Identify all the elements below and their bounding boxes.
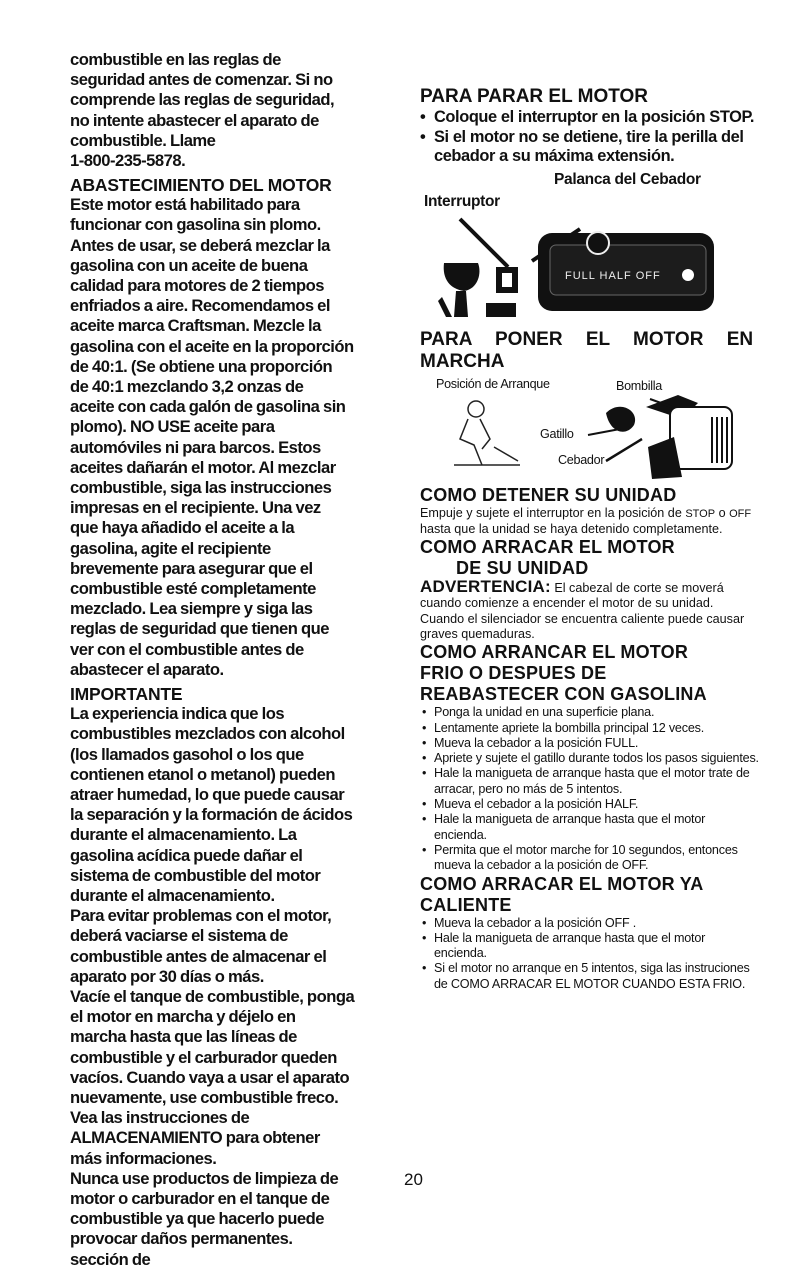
text-line: aceite con cada galón de gasolina sin <box>70 397 346 417</box>
stop-unit-paragraph <box>420 506 760 538</box>
text-line: plomo). NO USE aceite para <box>70 417 275 437</box>
stop-unit-text: hasta que la unidad se haya detenido completamente. <box>420 521 723 536</box>
text-line: Este motor está habilitado para <box>70 195 300 215</box>
warm-start-list <box>420 916 760 992</box>
text-line: reglas de seguridad que tienen que <box>70 619 329 639</box>
starting-position-illustration <box>420 377 760 485</box>
text-line: deberá vaciarse el sistema de <box>70 926 288 946</box>
text-line: gasolina acídica puede dañar el <box>70 845 303 865</box>
list-item: • Mueva la cebador a la posición OFF . <box>420 916 760 931</box>
text-line: atraer humedad, lo que puede causar <box>70 784 345 804</box>
text-line: motor o carburador en el tanque de <box>70 1188 330 1208</box>
stop-unit-text: o <box>715 505 730 520</box>
text-line: ALMACENAMIENTO para obtener <box>70 1128 320 1148</box>
text-line: Vea las instrucciones de <box>70 1108 250 1128</box>
text-line: sistema de combustible del motor <box>70 865 321 885</box>
page-number: 20 <box>404 1170 423 1189</box>
text-line: Antes de usar, se deberá mezclar la <box>70 235 330 255</box>
switch-base <box>486 303 516 317</box>
list-item: • Coloque el interruptor en la posición STOP. <box>420 108 760 128</box>
text-line: 1-800-235-5878. <box>70 151 186 171</box>
text-line: brevemente para asegurar que el <box>70 558 313 578</box>
text-line: combustible. Llame <box>70 130 216 150</box>
text-line: impresas en el recipiente. Una vez <box>70 498 321 518</box>
switch-pointer-line <box>460 219 508 267</box>
text-line: vacíos. Cuando vaya a usar el aparato <box>70 1067 350 1087</box>
text-line: calidad para motores de 2 tiempos <box>70 276 324 296</box>
choke-pointer <box>606 439 642 461</box>
text-line: combustible esté completamente <box>70 579 316 599</box>
fueling-paragraph <box>70 195 395 680</box>
important-paragraph <box>70 704 395 1270</box>
trigger-label: Gatillo <box>540 426 574 441</box>
text-line: combustible antes de almacenar el <box>70 946 327 966</box>
stop-unit-heading: COMO DETENER SU UNIDAD <box>420 484 677 505</box>
choke-lever-label: Palanca del Cebador <box>554 170 701 188</box>
right-column <box>420 86 760 992</box>
text-line: más informaciones. <box>70 1148 217 1168</box>
text-line: de 40:1 mezclando 3,2 onzas de <box>70 377 304 397</box>
list-item: • Hale la manigueta de arranque hasta que el motor trate de arracar, pero no más de 5 intentos. <box>420 766 760 797</box>
cold-start-heading <box>420 642 760 705</box>
start-unit-heading-line2: DE SU UNIDAD <box>456 558 589 579</box>
text-line: comprende las reglas de seguridad, <box>70 90 335 110</box>
start-unit-heading-line1: COMO ARRACAR EL MOTOR <box>420 537 675 558</box>
operator-drawing <box>454 401 520 465</box>
text-line: Para evitar problemas con el motor, <box>70 906 332 926</box>
text-line: durante el almacenamiento. La <box>70 825 297 845</box>
switch-choke-figure <box>420 171 760 319</box>
text-line: contienen etanol o metanol) pueden <box>70 764 335 784</box>
list-item: • Hale la manigueta de arranque hasta que el motor encienda. <box>420 812 760 843</box>
text-line: que haya añadido el aceite a la <box>70 518 295 538</box>
left-column <box>70 50 395 1270</box>
stop-switch-window <box>502 273 512 287</box>
cold-start-heading-line: REABASTECER CON GASOLINA <box>420 684 707 705</box>
warning-text: El cabezal de corte se moverá cuando comienze a encender el motor de su unidad. Cuando el silenciador se encuentra caliente puede causar graves quemaduras. <box>420 581 745 641</box>
text-line: la separación y la formación de ácidos <box>70 805 353 825</box>
text-line: combustible ya que hacerlo puede <box>70 1209 325 1229</box>
warning-paragraph <box>420 579 760 642</box>
list-item: • Si el motor no arranque en 5 intentos, siga las instruciones de COMO ARRACAR EL MOTOR CUANDO ESTA FRIO. <box>420 961 760 992</box>
list-item: • Hale la manigueta de arranque hasta que el motor encienda. <box>420 931 760 962</box>
text-line: combustible y el carburador queden <box>70 1047 337 1067</box>
text-line: aparato por 30 días o más. <box>70 966 264 986</box>
text-line: gasolina con el aceite en la proporción <box>70 336 354 356</box>
text-line: ver con el combustible antes de <box>70 639 304 659</box>
list-item: • Ponga la unidad en una superficie plana. <box>420 705 760 720</box>
text-line: Vacíe el tanque de combustible, ponga <box>70 986 355 1006</box>
text-line: funcionar con gasolina sin plomo. <box>70 215 321 235</box>
text-line: sección de <box>70 1249 151 1269</box>
text-line: Nunca use productos de limpieza de <box>70 1168 339 1188</box>
cold-start-heading-line: FRIO O DESPUES DE <box>420 663 607 684</box>
cold-start-heading-line: COMO ARRANCAR EL MOTOR <box>420 642 689 663</box>
text-line: de 40:1. (Se obtiene una proporción <box>70 356 333 376</box>
text-line: gasolina con un aceite de buena <box>70 255 308 275</box>
switch-body <box>444 263 480 291</box>
list-item: • Lentamente apriete la bombilla principal 12 veces. <box>420 721 760 736</box>
text-line: mezclado. Lea siempre y siga las <box>70 599 313 619</box>
off-term: OFF <box>729 507 752 520</box>
primer-label: Bombilla <box>616 378 662 393</box>
warm-start-heading-line: CALIENTE <box>420 894 512 915</box>
intro-paragraph <box>70 50 395 171</box>
important-heading: IMPORTANTE <box>70 684 183 705</box>
engine-switch-illustration <box>420 171 760 319</box>
list-item: • Permita que el motor marche for 10 segundos, entonces mueva la cebador a la posición de OFF. <box>420 843 760 874</box>
text-line: durante el almacenamiento. <box>70 885 275 905</box>
text-line: combustible en las reglas de <box>70 50 281 69</box>
fueling-heading: ABASTECIMIENTO DEL MOTOR <box>70 175 332 196</box>
choke-label: Cebador <box>558 452 605 467</box>
switch-label: Interruptor <box>424 192 500 210</box>
text-line: abastecer el aparato. <box>70 659 224 679</box>
text-line: no intente abastecer el aparato de <box>70 110 319 130</box>
text-line: gasolina, agite el recipiente <box>70 538 271 558</box>
warning-label: ADVERTENCIA: <box>420 577 551 597</box>
text-line: aceites dañarán el motor. Al mezclar <box>70 457 336 477</box>
handle-edge <box>438 297 452 317</box>
text-line: La experiencia indica que los <box>70 704 285 724</box>
text-line: provocar daños permanentes. <box>70 1229 293 1249</box>
choke-knob <box>587 232 609 254</box>
text-line: el motor en marcha y déjelo en <box>70 1007 296 1027</box>
stop-unit-text: Empuje y sujete el interruptor en la posición de <box>420 505 686 520</box>
text-line: automóviles ni para barcos. Estos <box>70 437 321 457</box>
text-line: nuevamente, use combustible freco. <box>70 1087 339 1107</box>
handle-grip <box>454 291 468 317</box>
list-item: • Mueva el cebador a la posición HALF. <box>420 797 760 812</box>
text-line: combustible, siga las instrucciones <box>70 478 332 498</box>
text-line: aceite marca Craftsman. Mezcle la <box>70 316 321 336</box>
start-position-label: Posición de Arranque <box>436 376 550 391</box>
starting-position-figure <box>420 377 760 485</box>
list-item: • Apriete y sujete el gatillo durante todos los pasos siguientes. <box>420 751 760 766</box>
warm-start-heading-line: COMO ARRACAR EL MOTOR YA <box>420 873 704 894</box>
stop-term: STOP <box>685 507 716 520</box>
start-engine-heading: PARA PONER EL MOTOR EN MARCHA <box>420 328 754 372</box>
text-line: enfriados a aire. Recomendamos el <box>70 296 331 316</box>
text-line: combustibles mezclados con alcohol <box>70 724 345 744</box>
cold-start-list <box>420 705 760 873</box>
text-line: marcha hasta que las líneas de <box>70 1027 297 1047</box>
list-item: • Mueva la cebador a la posición FULL. <box>420 736 760 751</box>
stop-engine-heading: PARA PARAR EL MOTOR <box>420 86 649 107</box>
warm-start-heading <box>420 874 760 916</box>
text-line: (los llamados gasohol o los que <box>70 744 304 764</box>
trigger-pointer <box>588 429 620 435</box>
list-item: • Si el motor no se detiene, tire la perilla del cebador a su máxima extensión. <box>420 128 760 167</box>
stop-engine-list <box>420 108 760 167</box>
text-line: seguridad antes de comenzar. Si no <box>70 70 333 90</box>
trigger-grip <box>606 406 635 431</box>
choke-position-dot <box>682 269 694 281</box>
choke-panel-text: FULL HALF OFF <box>565 269 661 282</box>
